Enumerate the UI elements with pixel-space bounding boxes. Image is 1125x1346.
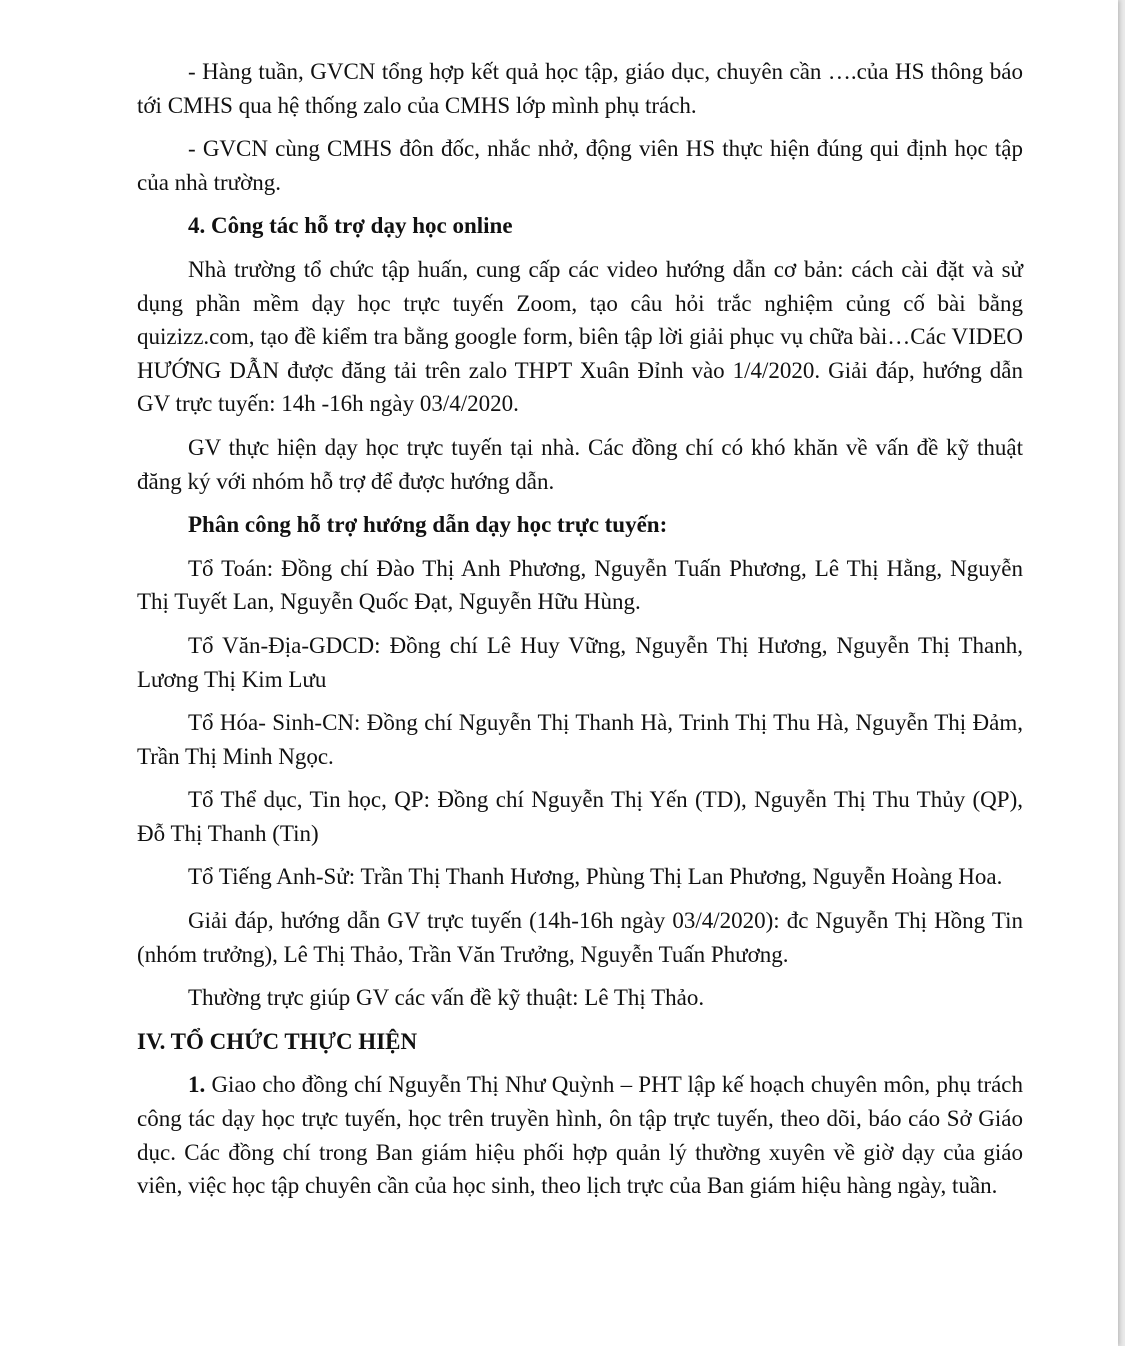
paragraph-to-hoa-sinh-cn: Tổ Hóa- Sinh-CN: Đồng chí Nguyễn Thị Thanh Hà, Trinh Thị Thu Hà, Nguyễn Thị Đảm, Trần Thị Minh Ngọc. [137, 710, 1023, 769]
item-text: Giao cho đồng chí Nguyễn Thị Như Quỳnh – PHT lập kế hoạch chuyên môn, phụ trách công tác dạy học trực tuyến, học trên truyền hình, ôn tập trực tuyến, theo dõi, báo cáo Sở Giáo dục. Các đồng chí trong Ban giám hiệu phối hợp quản lý thường xuyên về giờ dạy của giáo viên, việc học tập chuyên cần của học sinh, theo lịch trực của Ban giám hiệu hàng ngày, tuần. [137, 1072, 1023, 1199]
subheading-support-assignment: Phân công hỗ trợ hướng dẫn dạy học trực tuyến: [188, 512, 668, 538]
paragraph-to-toan: Tổ Toán: Đồng chí Đào Thị Anh Phương, Nguyễn Tuấn Phương, Lê Thị Hằng, Nguyễn Thị Tuyết Lan, Nguyễn Quốc Đạt, Nguyễn Hữu Hùng. [137, 555, 1023, 615]
paragraph-online-qa: Giải đáp, hướng dẫn GV trực tuyến (14h-16h ngày 03/4/2020): đc Nguyễn Thị Hồng Tin (nhóm trưởng), Lê Thị Thảo, Trần Văn Trưởng, Nguyễn Tuấn Phương. [137, 908, 1023, 967]
paragraph-gvcn-cmhs: - GVCN cùng CMHS đôn đốc, nhắc nhở, động viên HS thực hiện đúng qui định học tập của nhà trường. [137, 136, 1023, 195]
document-body [137, 55, 1023, 1203]
paragraph-assignment-1 [137, 1068, 1023, 1202]
section-heading-implementation: IV. TỔ CHỨC THỰC HIỆN [137, 1028, 418, 1054]
paragraph-technical-duty: Thường trực giúp GV các vấn đề kỹ thuật: Lê Thị Thảo. [188, 985, 705, 1011]
paragraph-weekly-report: - Hàng tuần, GVCN tổng hợp kết quả học tập, giáo dục, chuyên cần ….của HS thông báo tới CMHS qua hệ thống zalo của CMHS lớp mình phụ trách. [137, 59, 1023, 118]
paragraph-to-van-dia-gdcd: Tổ Văn-Địa-GDCD: Đồng chí Lê Huy Vững, Nguyễn Thị Hương, Nguyễn Thị Thanh, Lương Thị Kim Lưu [137, 632, 1023, 692]
section-heading-online-support: 4. Công tác hỗ trợ dạy học online [188, 213, 513, 239]
paragraph-teaching-at-home: GV thực hiện dạy học trực tuyến tại nhà. Các đồng chí có khó khăn về vấn đề kỹ thuật đăng ký với nhóm hỗ trợ để được hướng dẫn. [137, 434, 1023, 494]
item-number: 1. [188, 1072, 206, 1098]
paragraph-training: Nhà trường tổ chức tập huấn, cung cấp các video hướng dẫn cơ bản: cách cài đặt và sử dụng phần mềm dạy học trực tuyến Zoom, tạo câu hỏi trắc nghiệm củng cố bài bằng quizizz.com, tạo đề kiểm tra bằng google form, biên tập lời giải phục vụ chữa bài…Các VIDEO HƯỚNG DẪN được đăng tải trên zalo THPT Xuân Đỉnh vào 1/4/2020. Giải đáp, hướng dẫn GV trực tuyến: 14h -16h ngày 03/4/2020. [137, 256, 1023, 417]
paragraph-to-the-duc-tin-qp: Tổ Thể dục, Tin học, QP: Đồng chí Nguyễn Thị Yến (TD), Nguyễn Thị Thu Thủy (QP), Đỗ Thị Thanh (Tin) [137, 787, 1023, 846]
paragraph-to-tieng-anh-su: Tổ Tiếng Anh-Sử: Trần Thị Thanh Hương, Phùng Thị Lan Phương, Nguyễn Hoàng Hoa. [188, 864, 1003, 890]
